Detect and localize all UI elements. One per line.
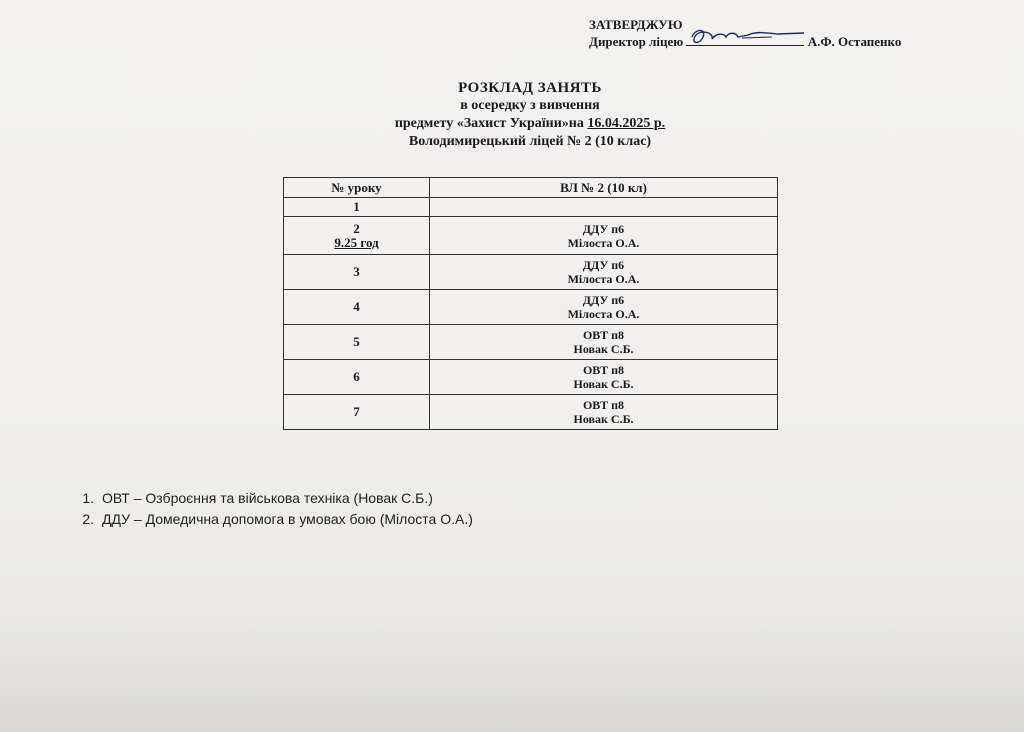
title-line-1: РОЗКЛАД ЗАНЯТЬ bbox=[458, 80, 602, 96]
lesson-teacher: Мілоста О.А. bbox=[567, 235, 640, 250]
lesson-teacher: Новак С.Б. bbox=[573, 342, 634, 356]
lesson-cell bbox=[430, 290, 778, 325]
paper-shadow bbox=[0, 612, 1024, 732]
lesson-cell bbox=[430, 255, 778, 290]
table-row bbox=[284, 217, 778, 255]
lesson-cell bbox=[430, 217, 778, 255]
title-line-3-prefix: предмету «Захист України»на bbox=[394, 116, 588, 131]
lesson-number bbox=[284, 255, 430, 290]
lesson-number-text: 5 bbox=[353, 334, 360, 349]
note-item: 2. ДДУ – Домедична допомога в умовах бою (Мілоста О.А.) bbox=[98, 509, 473, 530]
lesson-teacher: Новак С.Б. bbox=[573, 377, 634, 391]
title-date: 16.04.2025 р. bbox=[587, 116, 666, 131]
note-item: 1. ОВТ – Озброєння та військова техніка (Новак С.Б.) bbox=[98, 488, 473, 509]
lesson-teacher: Мілоста О.А. bbox=[567, 307, 640, 321]
lesson-number bbox=[284, 395, 430, 430]
lesson-number bbox=[284, 325, 430, 360]
lesson-subject: ОВТ п8 bbox=[582, 328, 625, 342]
lesson-cell bbox=[430, 325, 778, 360]
document-title bbox=[330, 79, 730, 151]
lesson-number-text: 7 bbox=[353, 404, 360, 419]
header-class: ВЛ № 2 (10 кл) bbox=[430, 178, 778, 198]
lesson-number bbox=[284, 198, 430, 217]
lesson-number-text: 3 bbox=[353, 264, 360, 279]
lesson-number-text: 2 bbox=[353, 220, 360, 236]
lesson-cell bbox=[430, 395, 778, 430]
table-header-row bbox=[284, 178, 778, 198]
lesson-number-text: 4 bbox=[353, 299, 360, 314]
lesson-number bbox=[284, 360, 430, 395]
lesson-number bbox=[284, 217, 430, 255]
lesson-number-text: 6 bbox=[353, 369, 360, 384]
lesson-subject: ДДУ п6 bbox=[582, 293, 625, 307]
table-row bbox=[284, 325, 778, 360]
table-row bbox=[284, 255, 778, 290]
approval-block bbox=[589, 16, 901, 50]
lesson-subject: ОВТ п8 bbox=[582, 363, 625, 377]
title-line-4: Володимирецький ліцей № 2 (10 клас) bbox=[408, 134, 652, 149]
approval-signature-line bbox=[589, 33, 901, 50]
table-row bbox=[284, 290, 778, 325]
table-row bbox=[284, 198, 778, 217]
abbreviation-notes bbox=[66, 488, 473, 530]
approval-position: Директор ліцею bbox=[589, 34, 684, 49]
lesson-subject: ДДУ п6 bbox=[582, 258, 625, 272]
lesson-teacher: Мілоста О.А. bbox=[567, 272, 640, 286]
signature-line bbox=[686, 33, 804, 46]
approval-heading: ЗАТВЕРДЖУЮ bbox=[589, 17, 683, 32]
header-lesson-number: № уроку bbox=[284, 178, 430, 198]
approval-name: А.Ф. Остапенко bbox=[807, 34, 902, 49]
lesson-subject: ДДУ п6 bbox=[582, 221, 625, 236]
title-line-2: в осередку з вивчення bbox=[460, 98, 600, 113]
lesson-number bbox=[284, 290, 430, 325]
lesson-teacher: Новак С.Б. bbox=[573, 412, 634, 426]
table-row bbox=[284, 395, 778, 430]
lesson-cell bbox=[430, 360, 778, 395]
table-row bbox=[284, 360, 778, 395]
lesson-subject: ОВТ п8 bbox=[582, 398, 625, 412]
lesson-cell bbox=[430, 198, 778, 217]
handwritten-signature bbox=[686, 25, 806, 49]
lesson-number-text: 1 bbox=[353, 199, 360, 214]
title-line-3 bbox=[330, 115, 730, 133]
schedule-table bbox=[283, 177, 778, 430]
lesson-start-time: 9.25 год bbox=[334, 234, 379, 250]
